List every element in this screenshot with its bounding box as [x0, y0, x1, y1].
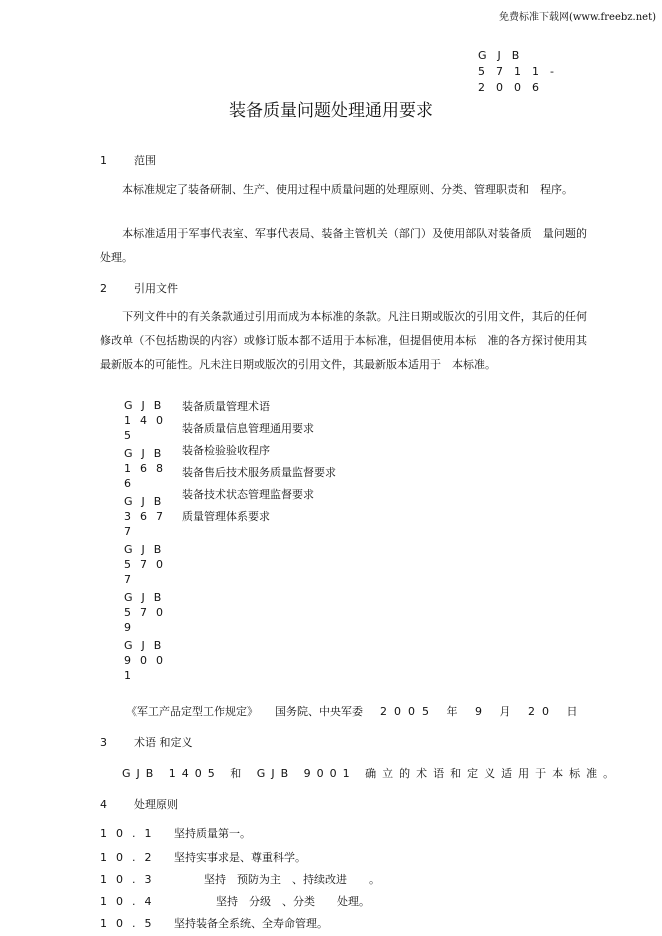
- principle-item: [100, 871, 380, 887]
- section-heading-principles: [100, 796, 178, 812]
- regulation-reference: [126, 703, 584, 719]
- principle-item: [100, 849, 306, 865]
- regulation-date: 2005 年 9 月 20 日: [380, 705, 585, 718]
- principle-item: [100, 915, 328, 931]
- scope-text-2: 本标准适用于军事代表室、军事代表局、装备主管机关（部门）及使用部队对装备质 量问题的处理。: [100, 227, 587, 264]
- principle-item: [100, 893, 370, 909]
- reference-title: 质量管理体系要求: [182, 510, 270, 523]
- reference-title: 装备质量信息管理通用要求: [182, 422, 314, 435]
- principle-item: [100, 825, 251, 841]
- reference-code: GJB1405: [124, 399, 172, 442]
- principle-text: 坚持质量第一。: [174, 827, 251, 840]
- reference-code: GJB9001: [124, 639, 172, 682]
- principle-number: 10.2: [100, 851, 161, 864]
- principle-number: 10.4: [100, 895, 161, 908]
- scope-text-1: 本标准规定了装备研制、生产、使用过程中质量问题的处理原则、分类、管理职责和 程序。: [122, 183, 573, 196]
- section-title: 引用文件: [134, 282, 178, 295]
- reference-title: 装备售后技术服务质量监督要求: [182, 466, 336, 479]
- section-title: 术语 和定义: [134, 736, 193, 749]
- terms-statement: GJB 1405 和 GJB 9001 确立的术语和定义适用于本标准。: [122, 767, 621, 780]
- principle-number: 10.5: [100, 917, 161, 930]
- principle-text: 坚持实事求是、尊重科学。: [174, 851, 306, 864]
- section-number: 3: [100, 736, 107, 749]
- section-number: 1: [100, 154, 107, 167]
- section-heading-terms: [100, 734, 193, 750]
- reference-title-list: [182, 396, 336, 528]
- section-heading-scope: [100, 152, 156, 168]
- principle-number: 10.1: [100, 827, 161, 840]
- reference-title: 装备技术状态管理监督要求: [182, 488, 314, 501]
- references-intro: [100, 305, 587, 377]
- section-heading-references: [100, 280, 178, 296]
- site-watermark: 免费标准下载网(www.freebz.net): [498, 12, 656, 23]
- reference-code: GJB5709: [124, 591, 172, 634]
- reference-title: 装备检验验收程序: [182, 444, 270, 457]
- reference-code: GJB1686: [124, 447, 172, 490]
- principle-text: 坚持 预防为主 、持续改进 。: [204, 873, 380, 886]
- section-title: 范围: [134, 154, 156, 167]
- principle-number: 10.3: [100, 873, 161, 886]
- reference-title: 装备质量管理术语: [182, 400, 270, 413]
- standard-code: GJB 5711-2006: [478, 49, 565, 94]
- document-title: 装备质量问题处理通用要求: [229, 101, 433, 121]
- scope-paragraph-2: [100, 222, 587, 270]
- reference-code: GJB5707: [124, 543, 172, 586]
- references-intro-text: 下列文件中的有关条款通过引用而成为本标准的条款。凡注日期或版次的引用文件，其后的任何修改单（不包括勘误的内容）或修订版本都不适用于本标准，但提倡使用本标 准的各方探讨使用其最新版本的可能性。凡未注日期或版次的引用文件，其最新版本适用于 本标准。: [100, 310, 587, 371]
- principle-text: 坚持 分级 、分类 处理。: [216, 895, 370, 908]
- section-number: 4: [100, 798, 107, 811]
- scope-paragraph-1: [100, 178, 587, 202]
- section-number: 2: [100, 282, 107, 295]
- principle-text: 坚持装备全系统、全寿命管理。: [174, 917, 328, 930]
- section-title: 处理原则: [134, 798, 178, 811]
- reference-code-list: [124, 398, 176, 686]
- regulation-name: 《军工产品定型工作规定》: [126, 705, 258, 718]
- reference-code: GJB3677: [124, 495, 172, 538]
- regulation-issuer: 国务院、中央军委: [275, 705, 363, 718]
